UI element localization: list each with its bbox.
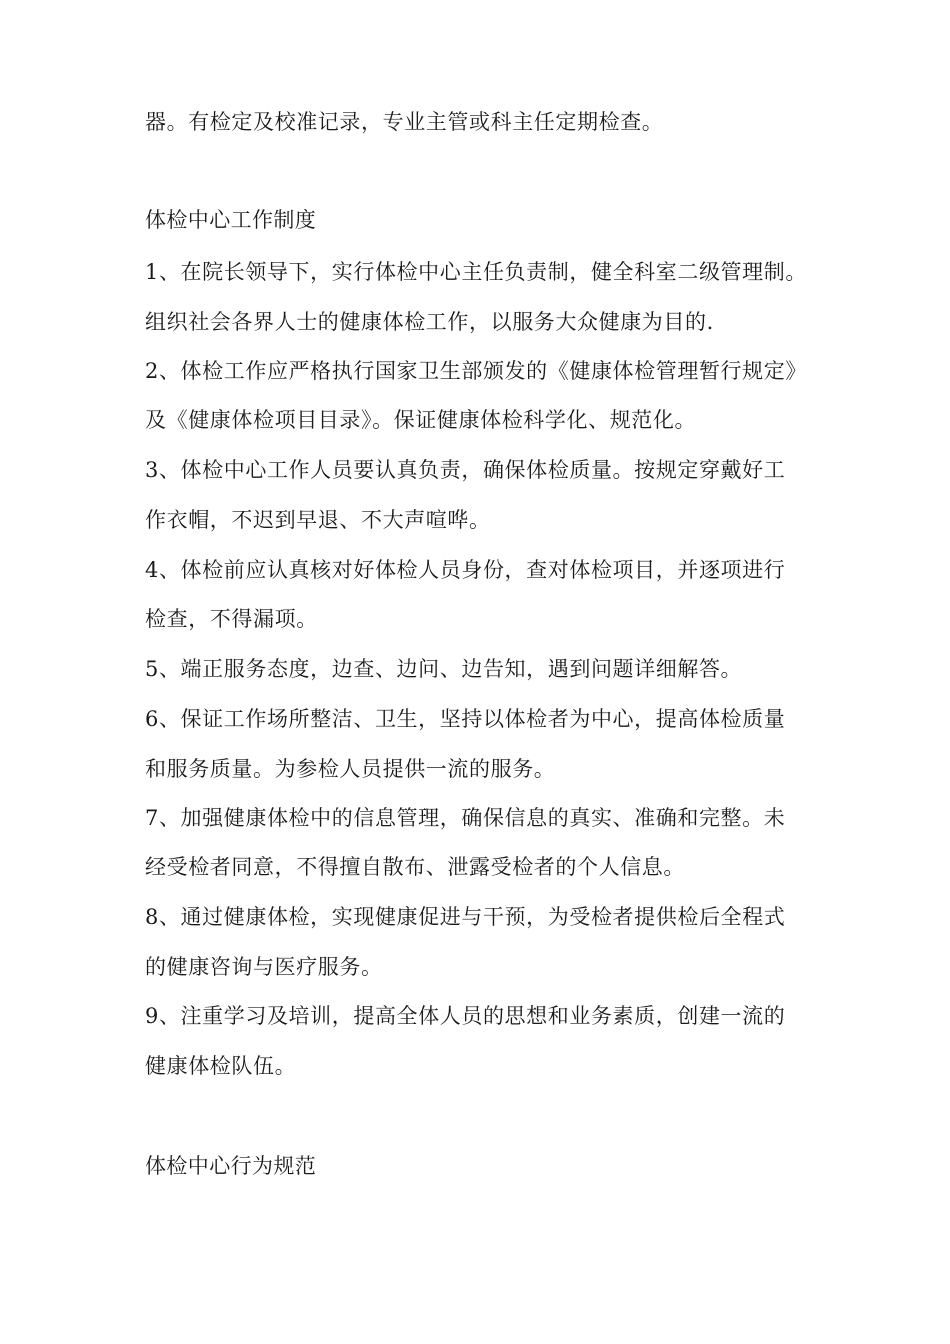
rule-line-7: 4、体检前应认真核对好体检人员身份，查对体检项目，并逐项进行 <box>145 558 786 582</box>
rule-line-17: 健康体检队伍。 <box>145 1054 297 1078</box>
section-title-work-rules: 体检中心工作制度 <box>145 208 317 232</box>
rule-line-12: 7、加强健康体检中的信息管理，确保信息的真实、准确和完整。未 <box>145 806 786 830</box>
rule-line-6: 作衣帽，不迟到早退、不大声喧哗。 <box>145 508 491 532</box>
section-title-conduct: 体检中心行为规范 <box>145 1154 317 1178</box>
rule-line-4: 及《健康体检项目目录》。保证健康体检科学化、规范化。 <box>145 408 697 432</box>
intro-line: 器。有检定及校准记录，专业主管或科主任定期检查。 <box>145 110 664 134</box>
rule-line-2: 组织社会各界人士的健康体检工作，以服务大众健康为目的. <box>145 310 714 334</box>
rule-line-14: 8、通过健康体检，实现健康促进与干预，为受检者提供检后全程式 <box>145 905 786 929</box>
rule-line-9: 5、端正服务态度，边查、边问、边告知，遇到问题详细解答。 <box>145 657 743 681</box>
rule-line-3: 2、体检工作应严格执行国家卫生部颁发的《健康体检管理暂行规定》 <box>145 359 807 383</box>
rule-line-5: 3、体检中心工作人员要认真负责，确保体检质量。按规定穿戴好工 <box>145 458 786 482</box>
rule-line-15: 的健康咨询与医疗服务。 <box>145 955 383 979</box>
rule-line-10: 6、保证工作场所整洁、卫生，坚持以体检者为中心，提高体检质量 <box>145 707 786 731</box>
rule-line-13: 经受检者同意，不得擅自散布、泄露受检者的个人信息。 <box>145 855 685 879</box>
rule-line-1: 1、在院长领导下，实行体检中心主任负责制，健全科室二级管理制。 <box>145 260 807 284</box>
rule-line-8: 检查，不得漏项。 <box>145 607 318 631</box>
rule-line-16: 9、注重学习及培训，提高全体人员的思想和业务素质，创建一流的 <box>145 1004 786 1028</box>
rule-line-11: 和服务质量。为参检人员提供一流的服务。 <box>145 757 556 781</box>
